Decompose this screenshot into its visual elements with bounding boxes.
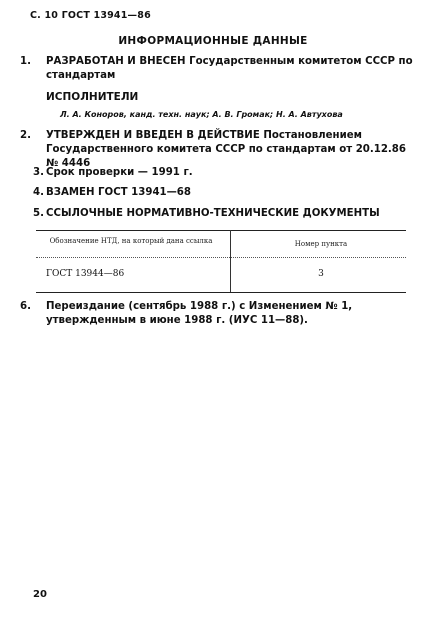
executors-heading: ИСПОЛНИТЕЛИ — [46, 91, 139, 103]
item-number: 5. — [33, 208, 44, 219]
item-text: Переиздание (сентябрь 1988 г.) с Изменением № 1, утвержденным в июне 1988 г. (ИУС 11—88). — [46, 301, 353, 326]
item-text: Срок проверки — 1991 г. — [46, 167, 193, 178]
table-bottom-rule — [36, 292, 406, 293]
executors-names: Л. А. Коноров, канд. техн. наук; А. В. Громак; Н. А. Автухова — [60, 110, 343, 119]
item-number: 2. — [20, 130, 31, 141]
item-number: 3. — [33, 167, 44, 178]
item-3 — [33, 166, 405, 180]
item-5 — [33, 207, 405, 221]
item-1 — [20, 55, 418, 83]
item-text: ССЫЛОЧНЫЕ НОРМАТИВНО-ТЕХНИЧЕСКИЕ ДОКУМЕНТЫ — [46, 208, 380, 219]
table-cell-clause: 3 — [318, 269, 324, 279]
running-head: С. 10 ГОСТ 13941—86 — [30, 10, 151, 21]
table-header-rule — [36, 257, 406, 258]
item-2 — [20, 129, 418, 171]
item-number: 1. — [20, 56, 31, 67]
item-text: ВЗАМЕН ГОСТ 13941—68 — [46, 187, 191, 198]
table-header-clause: Номер пункта — [294, 240, 348, 248]
table-header-document: Обозначение НТД, на который дана ссылка — [49, 237, 213, 245]
item-text: УТВЕРЖДЕН И ВВЕДЕН В ДЕЙСТВИЕ Постановлением Государственного комитета СССР по стандартам от 20.12.86 № 4446 — [46, 130, 406, 169]
table-column-divider — [230, 230, 231, 292]
item-number: 4. — [33, 187, 44, 198]
item-number: 6. — [20, 301, 31, 312]
table-top-rule — [36, 230, 406, 231]
item-6 — [20, 300, 418, 328]
reference-table — [36, 230, 406, 292]
table-cell-document: ГОСТ 13944—86 — [46, 269, 125, 279]
item-4 — [33, 186, 405, 200]
page-number: 20 — [33, 589, 47, 600]
item-text: РАЗРАБОТАН И ВНЕСЕН Государственным комитетом СССР по стандартам — [46, 56, 413, 81]
section-title: ИНФОРМАЦИОННЫЕ ДАННЫЕ — [118, 35, 308, 47]
